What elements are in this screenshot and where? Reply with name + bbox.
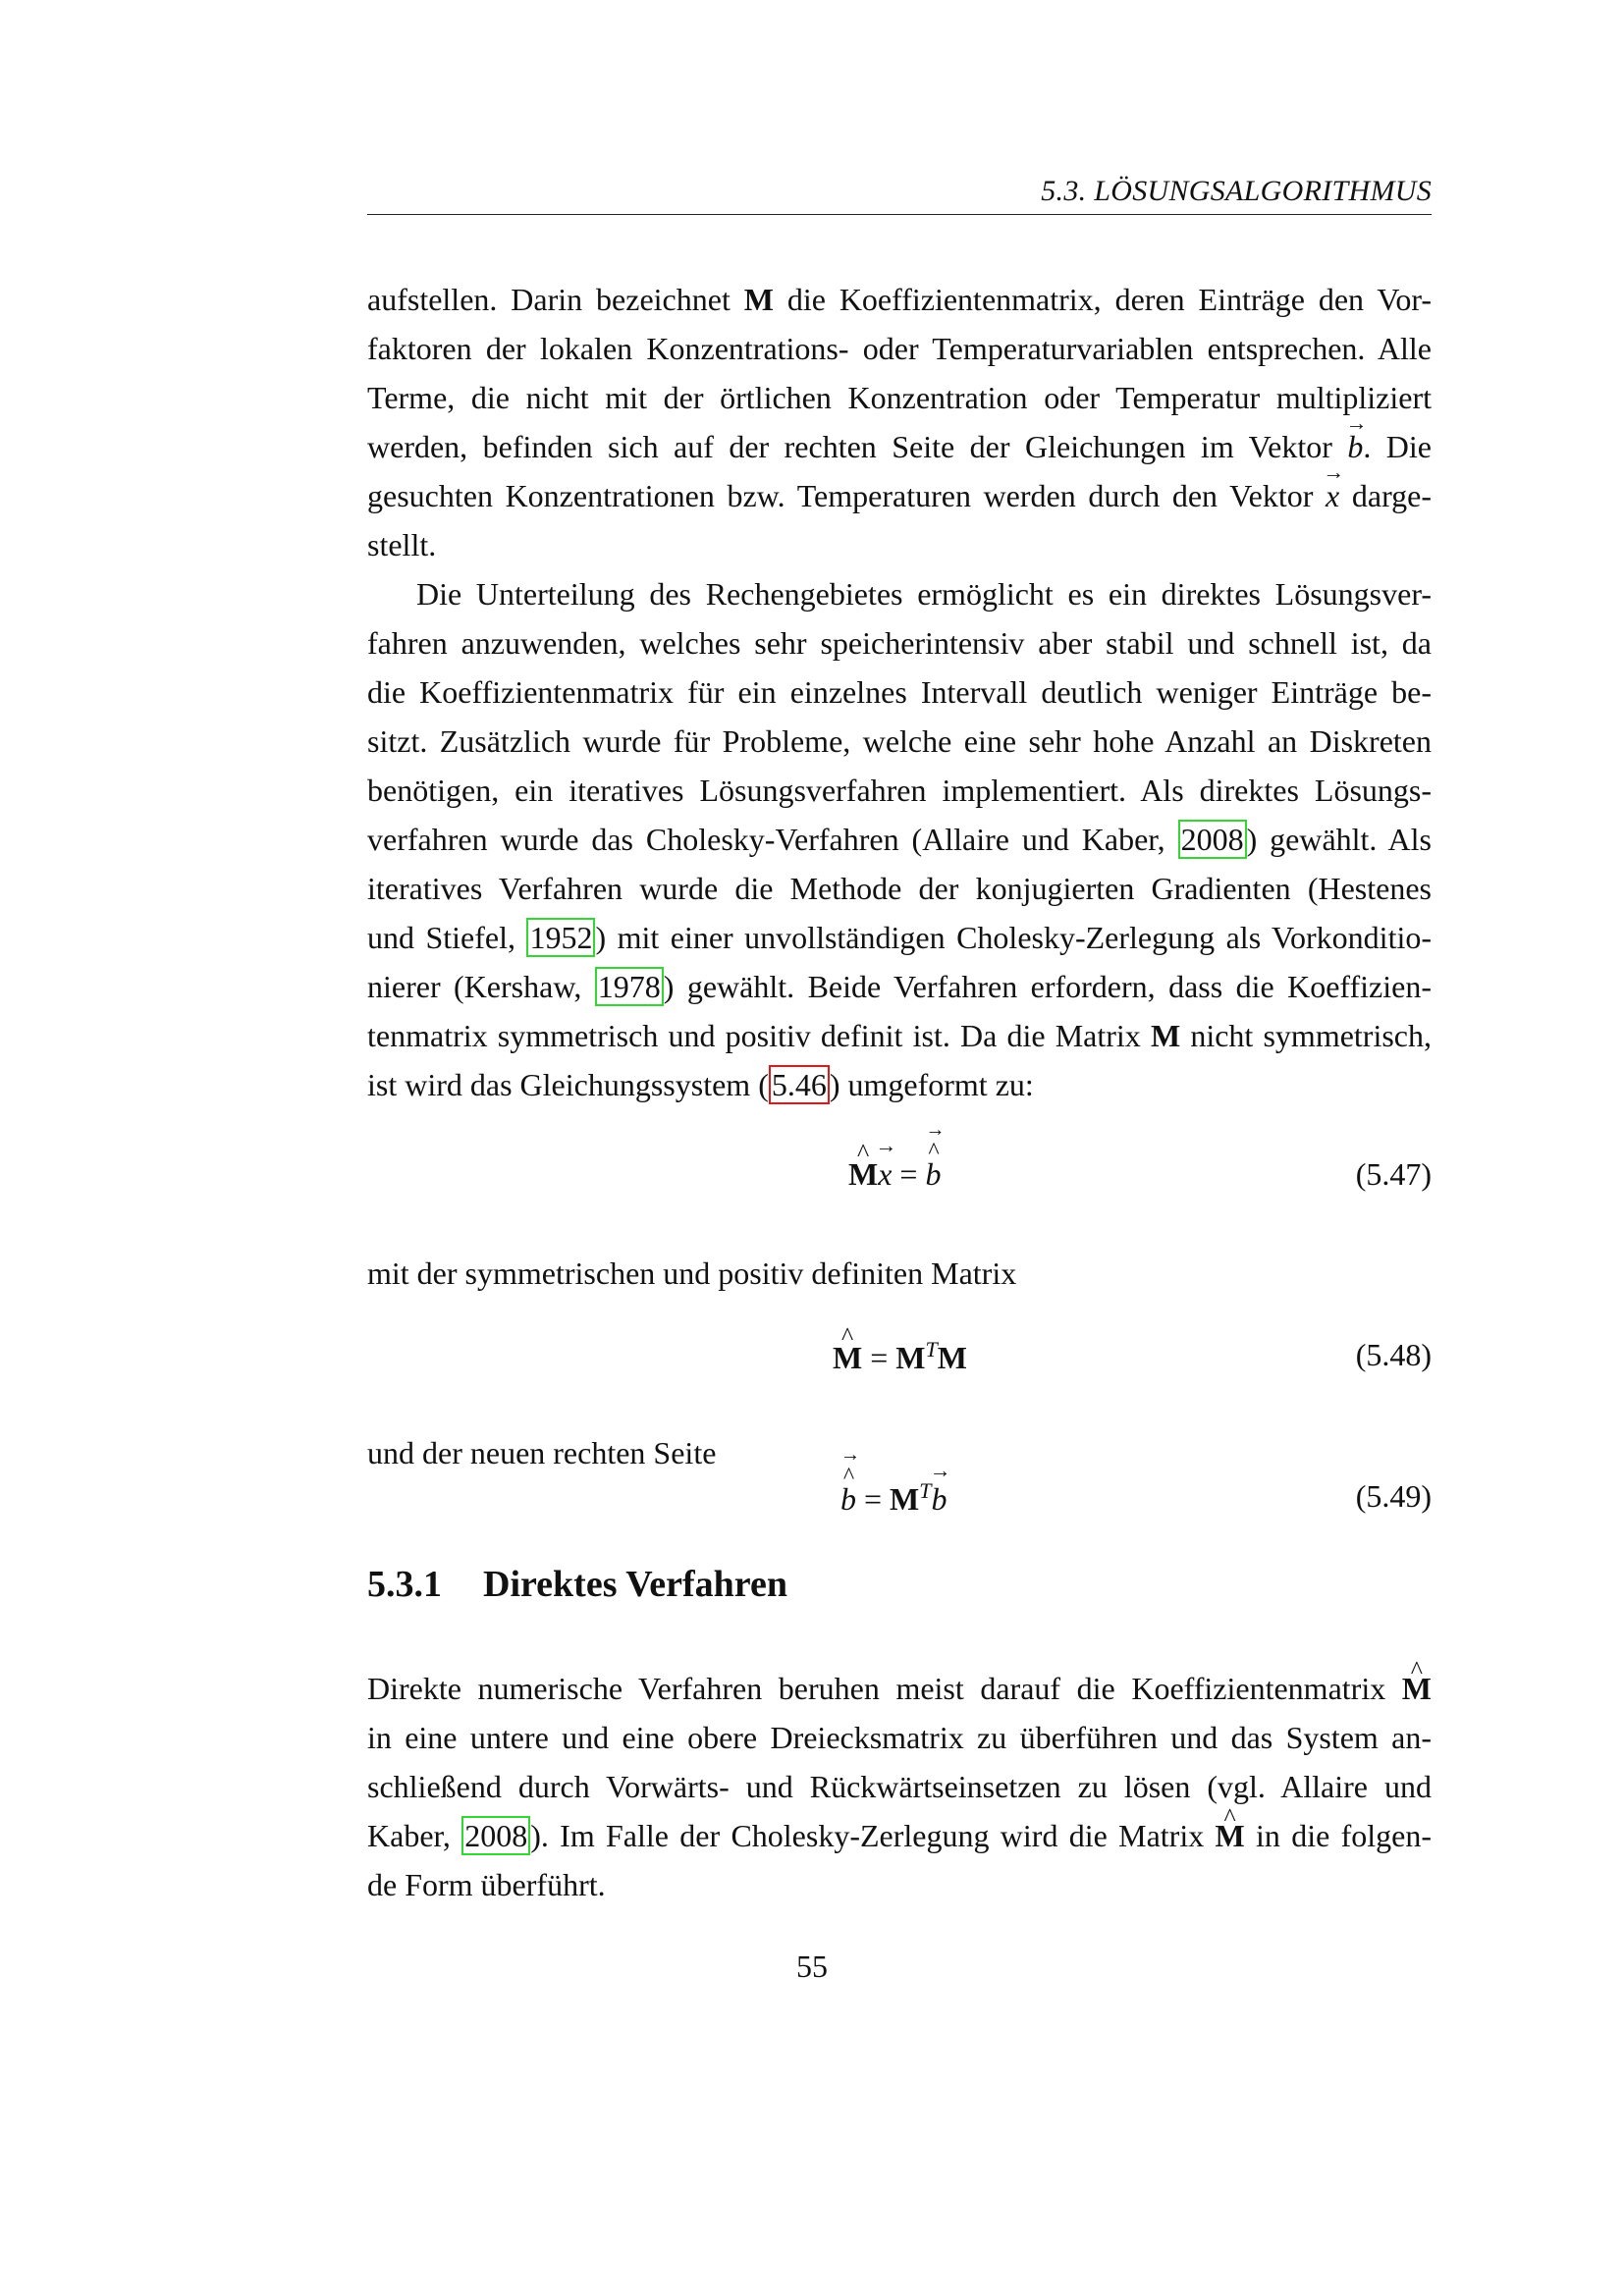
citation-link[interactable]: 1978 xyxy=(595,967,664,1006)
text-line: stellt. xyxy=(367,527,437,562)
section-title: Direktes Verfahren xyxy=(483,1564,787,1605)
text-line: schließend durch Vorwärts- und Rückwärtseinsetzen zu lösen (vgl. Allaire und xyxy=(367,1769,1432,1804)
equation-body: ^ M→ x = ^ b → xyxy=(848,1156,941,1193)
citation-link[interactable]: 1952 xyxy=(526,918,595,957)
equation-ref-link[interactable]: 5.46 xyxy=(769,1065,830,1104)
text-line: Kaber, 2008). Im Falle der Cholesky-Zerlegung wird die Matrix ^ M in die folgen- xyxy=(367,1811,1432,1860)
equation-body: ^ $M = M^TM$ xyxy=(833,1337,967,1376)
text-line: aufstellen. Darin bezeichnet M die Koeffizientenmatrix, deren Einträge den Vor- xyxy=(367,282,1432,317)
text-line: Terme, die nicht mit der örtlichen Konzentration oder Temperatur multipliziert xyxy=(367,380,1432,415)
text-line: die Koeffizientenmatrix für ein einzelnes Intervall deutlich weniger Einträge be- xyxy=(367,674,1432,710)
equation-5-48 xyxy=(367,1337,1432,1386)
text-line: de Form überführt. xyxy=(367,1867,606,1902)
running-header xyxy=(367,169,1432,215)
paragraph-3 xyxy=(367,1664,1432,1909)
text-line: verfahren wurde das Cholesky-Verfahren (Allaire und Kaber, 2008) gewählt. Als xyxy=(367,822,1433,857)
text-line: nierer (Kershaw, 1978) gewählt. Beide Verfahren erfordern, dass die Koeffizien- xyxy=(367,969,1432,1004)
text-line: werden, befinden sich auf der rechten Seite der Gleichungen im Vektor → b. Die xyxy=(367,422,1432,471)
text-line: gesuchten Konzentrationen bzw. Temperaturen werden durch den Vektor → x darge- xyxy=(367,471,1432,520)
text-line: tenmatrix symmetrisch und positiv definit ist. Da die Matrix M nicht symmetrisch, xyxy=(367,1018,1433,1053)
text-line: und der neuen rechten Seite xyxy=(367,1435,717,1470)
text-line: in eine untere und eine obere Dreiecksmatrix zu überführen und das System an- xyxy=(367,1720,1432,1755)
paragraph-2 xyxy=(367,569,1432,1109)
vector-x: → x xyxy=(1326,471,1339,520)
page-number: 55 xyxy=(796,1949,828,1984)
paragraph-after-548 xyxy=(367,1428,1432,1477)
text-line: iteratives Verfahren wurde die Methode der konjugierten Gradienten (Hestenes xyxy=(367,871,1432,906)
equation-5-49 xyxy=(367,1478,1432,1527)
paragraph-1 xyxy=(367,275,1432,569)
vector-b: → b xyxy=(1347,422,1363,471)
section-number: 5.3.1 xyxy=(367,1564,442,1605)
text-line: fahren anzuwenden, welches sehr speicherintensiv aber stabil und schnell ist, da xyxy=(367,625,1432,661)
citation-link[interactable]: 2008 xyxy=(1178,820,1247,859)
text-line: sitzt. Zusätzlich wurde für Probleme, welche eine sehr hohe Anzahl an Diskreten xyxy=(367,723,1432,759)
equation-number: (5.47) xyxy=(1355,1156,1432,1192)
equation-number: (5.48) xyxy=(1355,1337,1432,1372)
equation-number: (5.49) xyxy=(1355,1478,1432,1514)
running-title: 5.3. LÖSUNGSALGORITHMUS xyxy=(1041,175,1432,207)
citation-link[interactable]: 2008 xyxy=(461,1816,530,1855)
text-line: ist wird das Gleichungssystem (5.46) umgeformt zu: xyxy=(367,1067,1034,1102)
text-line: faktoren der lokalen Konzentrations- oder Temperaturvariablen entsprechen. Alle xyxy=(367,331,1432,366)
text-line: mit der symmetrischen und positiv definiten Matrix xyxy=(367,1255,1017,1291)
paragraph-after-547 xyxy=(367,1249,1432,1298)
equation-body: ^ b → = $M^T\to b$ xyxy=(840,1478,947,1518)
section-heading xyxy=(367,1563,787,1606)
text-line: Die Unterteilung des Rechengebietes ermöglicht es ein direktes Lösungsver- xyxy=(416,576,1432,612)
equation-5-47 xyxy=(367,1156,1432,1205)
text-line: benötigen, ein iteratives Lösungsverfahren implementiert. Als direktes Lösungs- xyxy=(367,773,1432,808)
text-line: Direkte numerische Verfahren beruhen meist darauf die Koeffizientenmatrix ^ M xyxy=(367,1664,1432,1713)
text-line: und Stiefel, 1952) mit einer unvollständigen Cholesky-Zerlegung als Vorkonditio- xyxy=(367,920,1433,955)
